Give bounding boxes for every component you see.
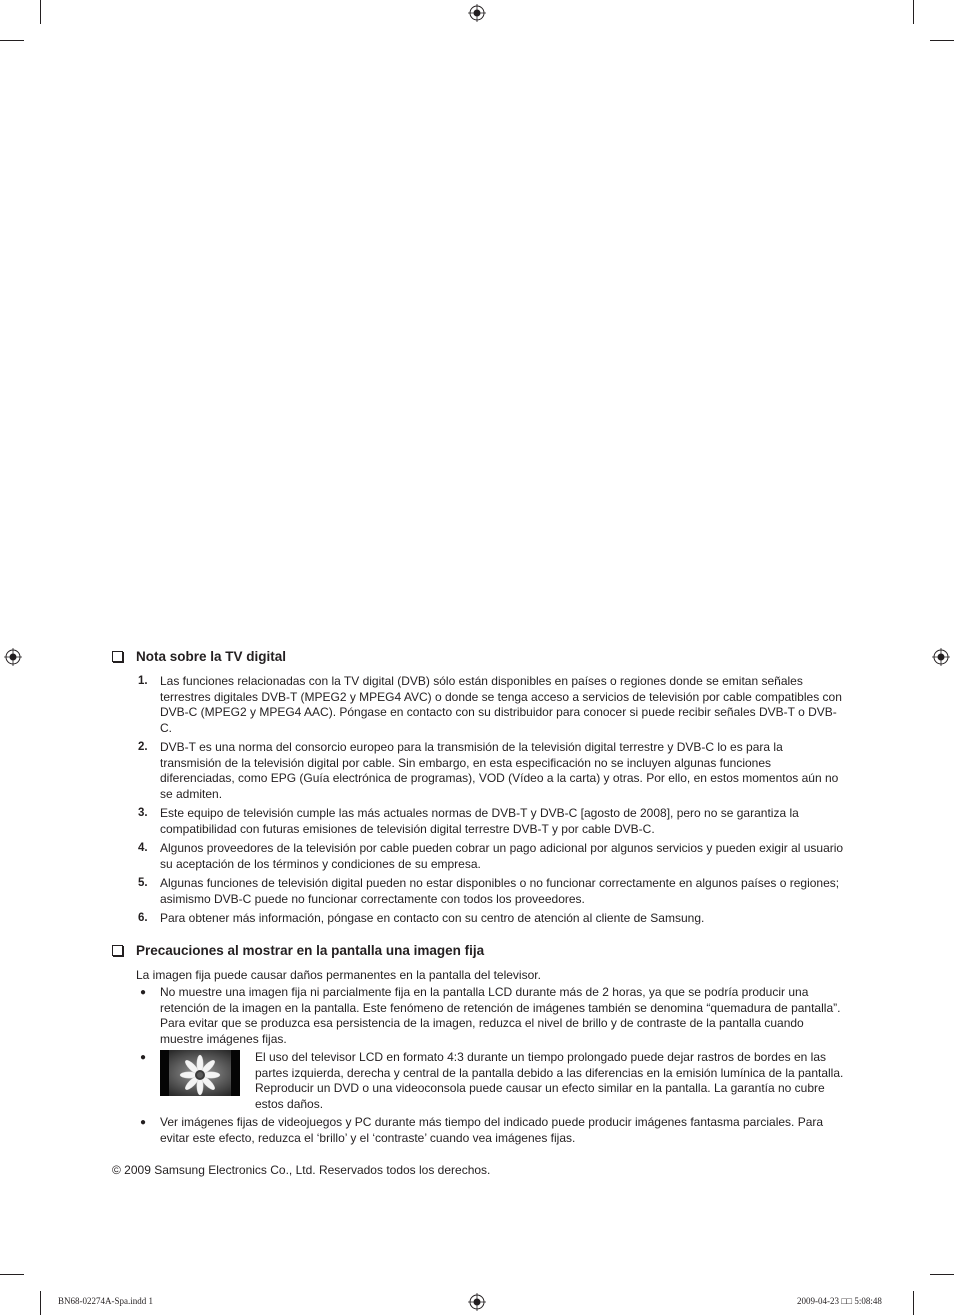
registration-mark-icon [468, 1293, 486, 1311]
list-item-text: Para obtener más información, póngase en contacto con su centro de atención al cliente de Samsung. [160, 911, 705, 925]
list-number: 4. [138, 842, 148, 854]
section-heading-still-image [112, 942, 844, 960]
list-item-text: Las funciones relacionadas con la TV digital (DVB) sólo están disponibles en países o regiones donde se emitan señales terrestres digitales DVB-T (MPEG2 y MPEG4 AVC) o donde se tenga acceso a servicios de televisión por cable compatibles con DVB-C (MPEG2 y MPEG4 AAC). Póngase en contacto con su distribuidor para conocer si puede recibir señales DVB-T o DVB-C. [160, 674, 842, 735]
list-item [112, 911, 844, 927]
slug-timestamp: 2009-04-23 □□ 5:08:48 [797, 1296, 882, 1306]
list-number: 2. [138, 741, 148, 753]
list-item-text: Este equipo de televisión cumple las más actuales normas de DVB-T y DVB-C [agosto de 2008], pero no se garantiza la compatibilidad con futuras emisiones de televisión digital terrestre DVB-T y por cable DVB-C. [160, 806, 799, 836]
checkbox-bullet-icon [112, 945, 123, 956]
list-item [112, 876, 844, 907]
crop-mark [40, 0, 41, 24]
crop-mark [913, 0, 914, 24]
list-item-text: No muestre una imagen fija ni parcialmente fija en la pantalla LCD durante más de 2 horas, ya que se podría producir una retención de la imagen en la pantalla. Este fenómeno de retención de imágenes también se denomina “quemadura de pantalla”. Para evitar que se produzca esa persistencia de la imagen, reduzca el nivel de brillo y de contraste de la pantalla cuando muestre imágenes fijas. [160, 985, 841, 1046]
crop-mark [40, 1291, 41, 1315]
crop-mark [930, 1274, 954, 1275]
section-heading-text: Nota sobre la TV digital [136, 649, 287, 664]
registration-mark-icon [468, 4, 486, 22]
list-item-text: Algunas funciones de televisión digital pueden no estar disponibles o no funcionar correctamente en algunos países o regiones; asimismo DVB-C puede no funcionar correctamente con todos los proveedores. [160, 876, 840, 906]
tv-4-3-flower-image [160, 1050, 240, 1096]
list-item [112, 806, 844, 837]
list-item [112, 1050, 844, 1112]
section-heading-text: Precauciones al mostrar en la pantalla una imagen fija [136, 942, 485, 958]
list-item-text: Ver imágenes fijas de videojuegos y PC durante más tiempo del indicado puede producir imágenes fantasma parciales. Para evitar este efecto, reduzca el ‘brillo’ y el ‘contraste’ cuando vea imágenes fijas. [160, 1115, 824, 1145]
list-number: 3. [138, 807, 148, 819]
crop-mark [913, 1291, 914, 1315]
list-item [112, 674, 844, 736]
bullet-dot-icon: ● [140, 1117, 147, 1128]
list-item-text: Algunos proveedores de la televisión por cable pueden cobrar un pago adicional por algunos servicios y pueden exigir al usuario su aceptación de los términos y condiciones de su empresa. [160, 841, 844, 871]
list-item-text: DVB-T es una norma del consorcio europeo para la transmisión de la televisión digital terrestre y DVB-C lo es para la transmisión de la televisión digital por cable. Sin embargo, en esta especificación no se incluyen algunas funciones diferenciadas, como EPG (Guía electrónica de programas), VOD (Vídeo a la carta) y otras. Por ello, en estos momentos aún no se admiten. [160, 740, 839, 801]
registration-mark-icon [932, 648, 950, 666]
list-item [112, 841, 844, 872]
section-intro: La imagen fija puede causar daños permanentes en la pantalla del televisor. [136, 967, 541, 982]
digital-tv-notes-list [112, 674, 844, 927]
still-image-precautions-list [112, 985, 844, 1146]
bullet-dot-icon: ● [140, 987, 147, 998]
crop-mark [0, 40, 24, 41]
copyright-notice: © 2009 Samsung Electronics Co., Ltd. Reservados todos los derechos. [112, 1163, 491, 1177]
registration-mark-icon [4, 648, 22, 666]
list-item [112, 1115, 844, 1146]
list-item [112, 740, 844, 802]
list-number: 6. [138, 912, 148, 924]
list-item-text: El uso del televisor LCD en formato 4:3 durante un tiempo prolongado puede dejar rastros de bordes en las partes izquierda, derecha y central de la pantalla debido a las diferencias en la emisión lumínica de la pantalla. Reproducir un DVD o una videoconsola puede causar un efecto similar en la pantalla. La garantía no cubre estos daños. [255, 1050, 844, 1111]
flower-picture-icon [160, 1050, 240, 1096]
crop-mark [0, 1274, 24, 1275]
page-content [112, 648, 844, 1178]
list-number: 5. [138, 877, 148, 889]
checkbox-bullet-icon [112, 651, 123, 662]
slug-filename: BN68-02274A-Spa.indd 1 [58, 1296, 153, 1306]
section-heading-digital-tv [112, 648, 844, 666]
bullet-dot-icon: ● [140, 1052, 147, 1063]
list-number: 1. [138, 675, 148, 687]
crop-mark [930, 40, 954, 41]
list-item [112, 985, 844, 1047]
